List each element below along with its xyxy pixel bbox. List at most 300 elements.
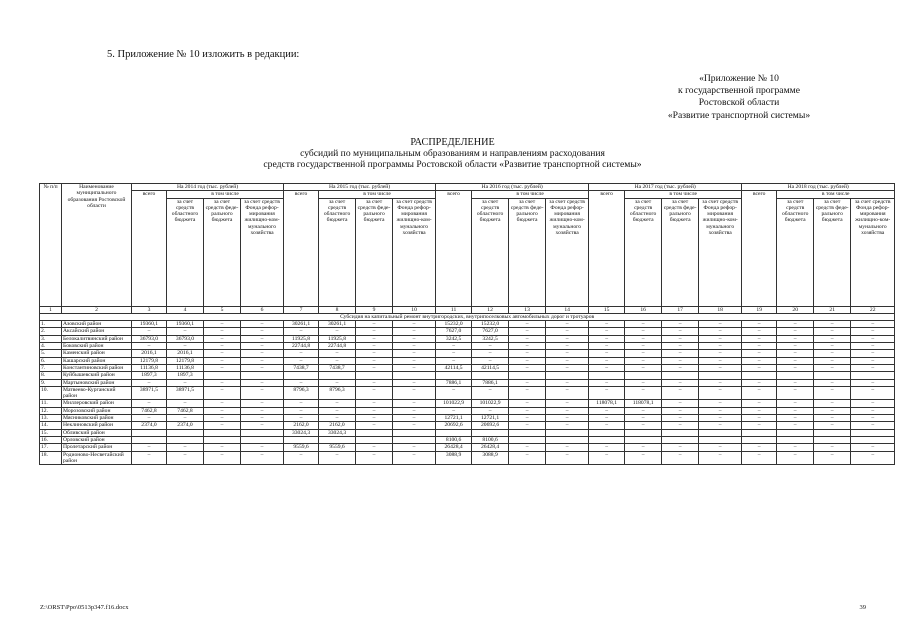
- row-value-cell: 19360,1: [167, 321, 204, 328]
- header-year: На 2017 год (тыс. рублей): [589, 184, 742, 191]
- header-subcolumn: за счет средств Фонда рефор-мирования жилищно-ком-мунального хозяйства: [393, 198, 436, 306]
- row-value-cell: –: [284, 379, 319, 386]
- header-num: № п/п: [40, 184, 62, 307]
- row-value-cell: –: [284, 407, 319, 414]
- column-number: 11: [436, 306, 472, 313]
- row-value-cell: –: [851, 422, 895, 429]
- row-district-name: Аксайский район: [62, 328, 132, 335]
- header-incl: в том числе: [472, 191, 589, 198]
- row-value-cell: –: [699, 364, 742, 371]
- row-value-cell: 22744,8: [284, 343, 319, 350]
- row-value-cell: –: [132, 379, 167, 386]
- row-value-cell: 9559,6: [319, 444, 356, 451]
- row-value-cell: –: [589, 364, 625, 371]
- row-value-cell: –: [814, 386, 851, 400]
- row-district-name: Матвеево-Курганский район: [62, 386, 132, 400]
- row-value-cell: –: [851, 400, 895, 407]
- row-value-cell: –: [319, 407, 356, 414]
- row-district-name: Орловский район: [62, 436, 132, 443]
- row-number: 3.: [40, 335, 62, 342]
- row-value-cell: [509, 372, 546, 379]
- row-value-cell: –: [742, 335, 777, 342]
- row-value-cell: [851, 436, 895, 443]
- row-value-cell: –: [662, 415, 699, 422]
- row-value-cell: –: [284, 357, 319, 364]
- row-value-cell: [742, 429, 777, 436]
- header-subcolumn: за счет средств областного бюджета: [319, 198, 356, 306]
- row-value-cell: [356, 372, 393, 379]
- row-value-cell: –: [204, 328, 241, 335]
- table-row: [40, 400, 895, 407]
- row-value-cell: [509, 436, 546, 443]
- header-subcolumn: за счет средств Фонда рефор-мирования жилищно-ком-мунального хозяйства: [851, 198, 895, 306]
- row-district-name: Куйбышевский район: [62, 372, 132, 379]
- row-value-cell: –: [742, 415, 777, 422]
- table-row: [40, 372, 895, 379]
- row-value-cell: –: [742, 400, 777, 407]
- row-district-name: Морозовский район: [62, 407, 132, 414]
- header-incl: в том числе: [319, 191, 436, 198]
- row-number: 4.: [40, 343, 62, 350]
- row-value-cell: [546, 372, 589, 379]
- row-value-cell: –: [589, 357, 625, 364]
- row-value-cell: –: [393, 379, 436, 386]
- row-number: 12.: [40, 407, 62, 414]
- column-number: 2: [62, 306, 132, 313]
- row-value-cell: [284, 436, 319, 443]
- column-number: 21: [814, 306, 851, 313]
- row-value-cell: 8100,6: [436, 436, 472, 443]
- row-number: 7.: [40, 364, 62, 371]
- table-row: [40, 451, 895, 465]
- row-value-cell: –: [662, 321, 699, 328]
- row-district-name: Неклиновский район: [62, 422, 132, 429]
- column-number: 14: [546, 306, 589, 313]
- row-value-cell: –: [742, 328, 777, 335]
- row-value-cell: –: [777, 415, 814, 422]
- row-value-cell: –: [167, 328, 204, 335]
- row-value-cell: 2016,1: [167, 350, 204, 357]
- row-value-cell: –: [393, 321, 436, 328]
- row-value-cell: 20692,6: [436, 422, 472, 429]
- row-district-name: Кашарский район: [62, 357, 132, 364]
- row-value-cell: [777, 372, 814, 379]
- row-value-cell: –: [241, 386, 284, 400]
- row-value-cell: –: [393, 400, 436, 407]
- column-number: 7: [284, 306, 319, 313]
- row-value-cell: 7886,1: [472, 379, 509, 386]
- column-number-row: [40, 306, 895, 313]
- row-value-cell: –: [132, 328, 167, 335]
- row-value-cell: –: [814, 321, 851, 328]
- header-subcolumn: за счет средств областного бюджета: [625, 198, 662, 306]
- row-value-cell: –: [436, 343, 472, 350]
- row-value-cell: –: [699, 350, 742, 357]
- row-value-cell: –: [851, 379, 895, 386]
- row-value-cell: –: [509, 415, 546, 422]
- row-value-cell: –: [851, 335, 895, 342]
- row-value-cell: 7462,8: [132, 407, 167, 414]
- intro-text: 5. Приложение № 10 изложить в редакции:: [107, 49, 300, 60]
- row-value-cell: –: [436, 386, 472, 400]
- row-value-cell: –: [546, 407, 589, 414]
- row-value-cell: –: [204, 422, 241, 429]
- row-number: 5.: [40, 350, 62, 357]
- row-value-cell: –: [589, 415, 625, 422]
- row-district-name: Мясниковский район: [62, 415, 132, 422]
- row-value-cell: 30261,1: [319, 321, 356, 328]
- row-value-cell: –: [204, 321, 241, 328]
- table-row: [40, 379, 895, 386]
- row-value-cell: –: [625, 328, 662, 335]
- row-value-cell: –: [241, 444, 284, 451]
- row-value-cell: –: [546, 343, 589, 350]
- row-value-cell: 7627,0: [472, 328, 509, 335]
- row-value-cell: [393, 429, 436, 436]
- row-value-cell: –: [814, 379, 851, 386]
- row-value-cell: –: [546, 444, 589, 451]
- row-value-cell: –: [662, 350, 699, 357]
- row-value-cell: [589, 372, 625, 379]
- row-value-cell: [132, 436, 167, 443]
- row-value-cell: –: [204, 407, 241, 414]
- document-title: [0, 137, 905, 171]
- row-value-cell: –: [472, 343, 509, 350]
- row-value-cell: –: [662, 335, 699, 342]
- row-value-cell: –: [851, 386, 895, 400]
- row-value-cell: 9559,6: [284, 444, 319, 451]
- header-subcolumn: за счет средств феде-рального бюджета: [204, 198, 241, 306]
- row-value-cell: –: [546, 321, 589, 328]
- row-value-cell: [625, 436, 662, 443]
- row-value-cell: –: [777, 407, 814, 414]
- row-value-cell: –: [356, 422, 393, 429]
- row-value-cell: [241, 429, 284, 436]
- row-value-cell: –: [625, 343, 662, 350]
- row-value-cell: [814, 436, 851, 443]
- row-number: 13.: [40, 415, 62, 422]
- section-title: Субсидия на капитальный ремонт внутригородских, внутрипоселковых автомобильных дорог и тротуаров: [40, 313, 895, 320]
- row-value-cell: [393, 372, 436, 379]
- column-number: 16: [625, 306, 662, 313]
- row-number: 9.: [40, 379, 62, 386]
- header-subcolumn: за счет средств областного бюджета: [777, 198, 814, 306]
- row-value-cell: –: [777, 386, 814, 400]
- table-row: [40, 436, 895, 443]
- column-number: 12: [472, 306, 509, 313]
- row-value-cell: –: [204, 350, 241, 357]
- row-value-cell: –: [589, 343, 625, 350]
- row-value-cell: –: [356, 379, 393, 386]
- row-value-cell: –: [851, 357, 895, 364]
- row-value-cell: –: [662, 386, 699, 400]
- row-value-cell: –: [509, 444, 546, 451]
- header-subcolumn: за счет средств областного бюджета: [167, 198, 204, 306]
- row-value-cell: –: [814, 357, 851, 364]
- column-number: 18: [699, 306, 742, 313]
- column-number: 22: [851, 306, 895, 313]
- row-value-cell: –: [851, 350, 895, 357]
- row-value-cell: –: [742, 321, 777, 328]
- row-value-cell: –: [356, 357, 393, 364]
- row-value-cell: –: [814, 400, 851, 407]
- row-value-cell: 12179,8: [167, 357, 204, 364]
- row-value-cell: –: [589, 328, 625, 335]
- row-number: 1.: [40, 321, 62, 328]
- row-value-cell: [393, 436, 436, 443]
- row-value-cell: –: [393, 415, 436, 422]
- row-value-cell: –: [356, 321, 393, 328]
- row-value-cell: –: [814, 407, 851, 414]
- row-value-cell: –: [204, 343, 241, 350]
- row-value-cell: –: [546, 451, 589, 465]
- row-value-cell: –: [204, 400, 241, 407]
- row-value-cell: 3242,5: [472, 335, 509, 342]
- row-value-cell: –: [699, 451, 742, 465]
- row-value-cell: –: [393, 407, 436, 414]
- table-body: [40, 306, 895, 465]
- row-value-cell: [319, 436, 356, 443]
- header-row-years: [40, 184, 895, 191]
- row-value-cell: –: [241, 422, 284, 429]
- row-value-cell: –: [204, 379, 241, 386]
- row-value-cell: –: [777, 364, 814, 371]
- row-value-cell: –: [356, 407, 393, 414]
- row-value-cell: 118078,1: [625, 400, 662, 407]
- row-value-cell: –: [509, 335, 546, 342]
- row-value-cell: –: [284, 451, 319, 465]
- row-value-cell: –: [319, 328, 356, 335]
- row-value-cell: –: [241, 451, 284, 465]
- table-row: [40, 407, 895, 414]
- row-value-cell: [777, 429, 814, 436]
- row-district-name: Родионово-Несветайский район: [62, 451, 132, 465]
- row-district-name: Боковский район: [62, 343, 132, 350]
- row-value-cell: –: [742, 407, 777, 414]
- row-value-cell: –: [546, 357, 589, 364]
- row-value-cell: –: [546, 422, 589, 429]
- row-value-cell: –: [356, 451, 393, 465]
- row-value-cell: –: [546, 386, 589, 400]
- row-value-cell: –: [546, 379, 589, 386]
- row-value-cell: –: [241, 350, 284, 357]
- row-value-cell: –: [699, 357, 742, 364]
- row-value-cell: –: [625, 350, 662, 357]
- row-value-cell: –: [132, 415, 167, 422]
- row-value-cell: –: [393, 364, 436, 371]
- row-value-cell: –: [777, 321, 814, 328]
- row-value-cell: –: [742, 357, 777, 364]
- row-value-cell: [241, 436, 284, 443]
- row-value-cell: –: [509, 422, 546, 429]
- row-number: 14.: [40, 422, 62, 429]
- row-value-cell: –: [814, 343, 851, 350]
- row-value-cell: –: [241, 364, 284, 371]
- row-value-cell: –: [625, 386, 662, 400]
- row-value-cell: –: [132, 451, 167, 465]
- row-value-cell: 7627,0: [436, 328, 472, 335]
- row-value-cell: –: [204, 451, 241, 465]
- row-value-cell: 7438,7: [319, 364, 356, 371]
- row-value-cell: –: [662, 400, 699, 407]
- row-value-cell: –: [662, 379, 699, 386]
- row-value-cell: –: [356, 386, 393, 400]
- row-number: 17.: [40, 444, 62, 451]
- row-value-cell: –: [851, 328, 895, 335]
- footer-file-path: Z:\ORST\Ppo\0513p347.f16.docx: [40, 604, 129, 611]
- row-value-cell: –: [132, 444, 167, 451]
- header-total: всего: [742, 191, 777, 306]
- row-value-cell: –: [625, 407, 662, 414]
- row-value-cell: [472, 429, 509, 436]
- column-number: 17: [662, 306, 699, 313]
- row-value-cell: [167, 436, 204, 443]
- row-value-cell: –: [241, 415, 284, 422]
- header-total: всего: [436, 191, 472, 306]
- row-value-cell: –: [393, 335, 436, 342]
- row-value-cell: –: [742, 451, 777, 465]
- row-value-cell: –: [356, 444, 393, 451]
- row-value-cell: –: [699, 379, 742, 386]
- row-value-cell: 1897,3: [132, 372, 167, 379]
- table-row: [40, 444, 895, 451]
- table-row: [40, 350, 895, 357]
- row-value-cell: –: [662, 444, 699, 451]
- row-value-cell: 38971,5: [132, 386, 167, 400]
- row-value-cell: –: [509, 328, 546, 335]
- row-value-cell: –: [699, 407, 742, 414]
- row-value-cell: –: [509, 451, 546, 465]
- row-value-cell: 101022,9: [436, 400, 472, 407]
- annex-header: [619, 73, 859, 122]
- row-value-cell: –: [777, 357, 814, 364]
- row-number: 2.: [40, 328, 62, 335]
- row-number: 16.: [40, 436, 62, 443]
- row-value-cell: –: [851, 407, 895, 414]
- row-value-cell: [167, 429, 204, 436]
- row-value-cell: [436, 429, 472, 436]
- annex-line: Ростовской области: [698, 97, 780, 109]
- column-number: 15: [589, 306, 625, 313]
- row-district-name: Белокалитвинский район: [62, 335, 132, 342]
- row-value-cell: –: [284, 415, 319, 422]
- row-value-cell: 11136,8: [132, 364, 167, 371]
- row-value-cell: –: [319, 400, 356, 407]
- row-value-cell: –: [814, 415, 851, 422]
- row-value-cell: –: [284, 400, 319, 407]
- row-value-cell: –: [546, 415, 589, 422]
- table-row: [40, 415, 895, 422]
- row-district-name: Мартыновский район: [62, 379, 132, 386]
- row-value-cell: 26428,4: [436, 444, 472, 451]
- row-value-cell: –: [625, 451, 662, 465]
- row-value-cell: –: [777, 343, 814, 350]
- row-value-cell: –: [625, 444, 662, 451]
- row-value-cell: –: [777, 335, 814, 342]
- row-value-cell: –: [699, 415, 742, 422]
- row-value-cell: –: [814, 328, 851, 335]
- row-value-cell: –: [509, 386, 546, 400]
- row-value-cell: –: [625, 364, 662, 371]
- row-value-cell: –: [589, 444, 625, 451]
- column-number: 5: [204, 306, 241, 313]
- title-line: РАСПРЕДЕЛЕНИЕ: [410, 137, 495, 148]
- row-value-cell: [625, 429, 662, 436]
- header-subcolumn: за счет средств Фонда рефор-мирования жилищно-ком-мунального хозяйства: [699, 198, 742, 306]
- row-value-cell: –: [742, 444, 777, 451]
- row-value-cell: [241, 372, 284, 379]
- row-value-cell: –: [546, 350, 589, 357]
- row-value-cell: –: [436, 407, 472, 414]
- row-value-cell: –: [167, 444, 204, 451]
- row-value-cell: –: [241, 400, 284, 407]
- header-subcolumn: за счет средств Фонда рефор-мирования жилищно-ком-мунального хозяйства: [546, 198, 589, 306]
- row-value-cell: –: [241, 379, 284, 386]
- row-value-cell: –: [167, 343, 204, 350]
- row-value-cell: –: [589, 407, 625, 414]
- row-value-cell: –: [472, 350, 509, 357]
- row-value-cell: –: [546, 335, 589, 342]
- header-total: всего: [132, 191, 167, 306]
- row-value-cell: 2374,0: [167, 422, 204, 429]
- row-value-cell: –: [589, 335, 625, 342]
- row-value-cell: –: [509, 400, 546, 407]
- header-subcolumn: за счет средств феде-рального бюджета: [356, 198, 393, 306]
- annex-line: к государственной программе: [678, 85, 800, 97]
- row-value-cell: –: [204, 357, 241, 364]
- row-value-cell: 20692,6: [472, 422, 509, 429]
- row-value-cell: [851, 429, 895, 436]
- row-value-cell: –: [393, 328, 436, 335]
- row-number: 18.: [40, 451, 62, 465]
- column-number: 4: [167, 306, 204, 313]
- table-row: [40, 335, 895, 342]
- row-value-cell: 3088,9: [436, 451, 472, 465]
- row-value-cell: 118078,1: [589, 400, 625, 407]
- row-value-cell: –: [509, 364, 546, 371]
- row-value-cell: –: [851, 415, 895, 422]
- row-value-cell: –: [509, 407, 546, 414]
- header-year: На 2015 год (тыс. рублей): [284, 184, 436, 191]
- row-value-cell: –: [589, 379, 625, 386]
- header-total: всего: [284, 191, 319, 306]
- row-value-cell: 42114,5: [472, 364, 509, 371]
- row-value-cell: [814, 372, 851, 379]
- row-value-cell: –: [509, 321, 546, 328]
- annex-line: «Развитие транспортной системы»: [667, 109, 811, 121]
- row-value-cell: [699, 436, 742, 443]
- table-row: [40, 357, 895, 364]
- row-value-cell: [204, 429, 241, 436]
- row-value-cell: [662, 429, 699, 436]
- row-value-cell: –: [284, 328, 319, 335]
- row-value-cell: –: [777, 379, 814, 386]
- row-value-cell: –: [742, 350, 777, 357]
- row-value-cell: –: [742, 386, 777, 400]
- table-row: [40, 429, 895, 436]
- row-value-cell: –: [546, 328, 589, 335]
- row-value-cell: –: [851, 321, 895, 328]
- row-value-cell: 33024,3: [284, 429, 319, 436]
- row-value-cell: –: [356, 343, 393, 350]
- row-value-cell: –: [167, 379, 204, 386]
- row-value-cell: –: [167, 451, 204, 465]
- row-value-cell: –: [699, 335, 742, 342]
- header-incl: в том числе: [625, 191, 742, 198]
- row-value-cell: –: [699, 400, 742, 407]
- row-value-cell: [319, 372, 356, 379]
- row-district-name: Пролетарский район: [62, 444, 132, 451]
